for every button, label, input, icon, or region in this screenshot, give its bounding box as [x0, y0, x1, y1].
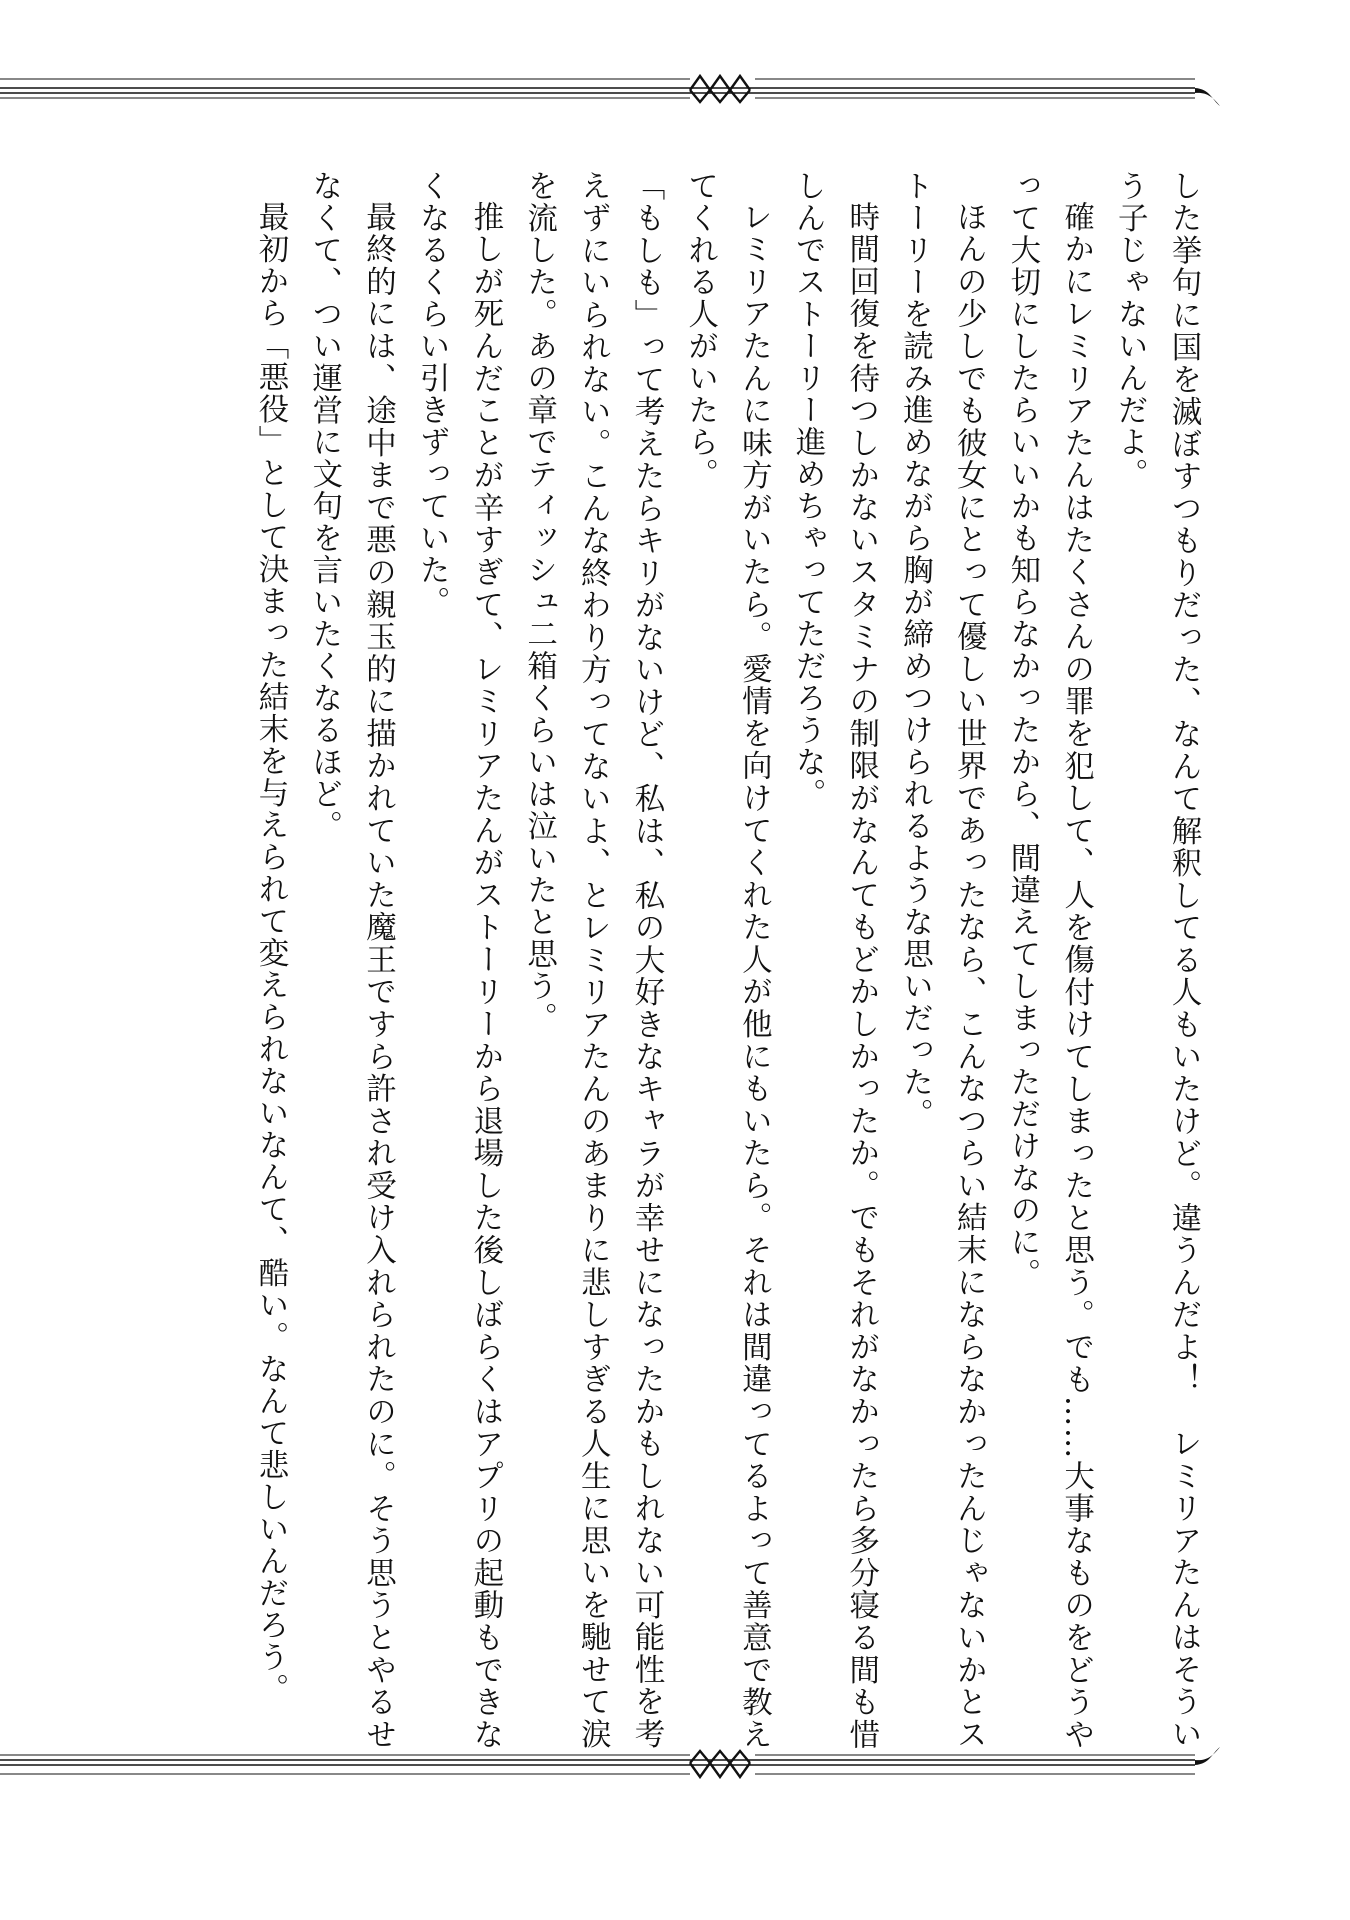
bottom-ornament-rule: [0, 1745, 1230, 1785]
top-ornament-rule: [0, 68, 1230, 108]
paragraph-7: 推しが死んだことが辛すぎて、レミリアたんがストーリーから退場した後しばらくはアプリの起動もできなくなるくらい引きずっていた。: [414, 170, 503, 1750]
paragraph-6: 「もしも」って考えたらキリがないけど、私は、私の大好きなキャラが幸せになったかもしれない可能性を考えずにいられない。こんな終わり方ってないよ、とレミリアたんのあまりに悲しすぎる人生に思いを馳せて涙を流した。あの章でティッシュ二箱くらいは泣いたと思う。: [521, 170, 664, 1750]
paragraph-5: レミリアたんに味方がいたら。愛情を向けてくれた人が他にもいたら。それは間違ってるよって善意で教えてくれる人がいたら。: [682, 170, 772, 1750]
paragraph-4: 時間回復を待つしかないスタミナの制限がなんてもどかしかったか。でもそれがなかったら多分寝る間も惜しんでストーリー進めちゃってただろうな。: [790, 170, 879, 1750]
paragraph-1: した挙句に国を滅ぼすつもりだった、なんて解釈してる人もいたけど。違うんだよ！ レミリアたんはそういう子じゃないんだよ。: [1112, 170, 1201, 1750]
body-text: [243, 170, 1210, 1750]
paragraph-9: 最初から「悪役」として決まった結末を与えられて変えられないなんて、酷い。なんて悲しいんだろう。: [253, 200, 289, 1705]
paragraph-2: 確かにレミリアたんはたくさんの罪を犯して、人を傷付けてしまったと思う。でも……大事なものをどうやって大切にしたらいいかも知らなかったから、間違えてしまっただけなのに。: [1004, 170, 1094, 1750]
paragraph-3: ほんの少しでも彼女にとって優しい世界であったなら、こんなつらい結末にならなかったんじゃないかとストーリーを読み進めながら胸が締めつけられるような思いだった。: [897, 170, 987, 1750]
paragraph-8: 最終的には、途中まで悪の親玉的に描かれていた魔王ですら許され受け入れられたのに。そう思うとやるせなくて、つい運営に文句を言いたくなるほど。: [306, 170, 396, 1750]
